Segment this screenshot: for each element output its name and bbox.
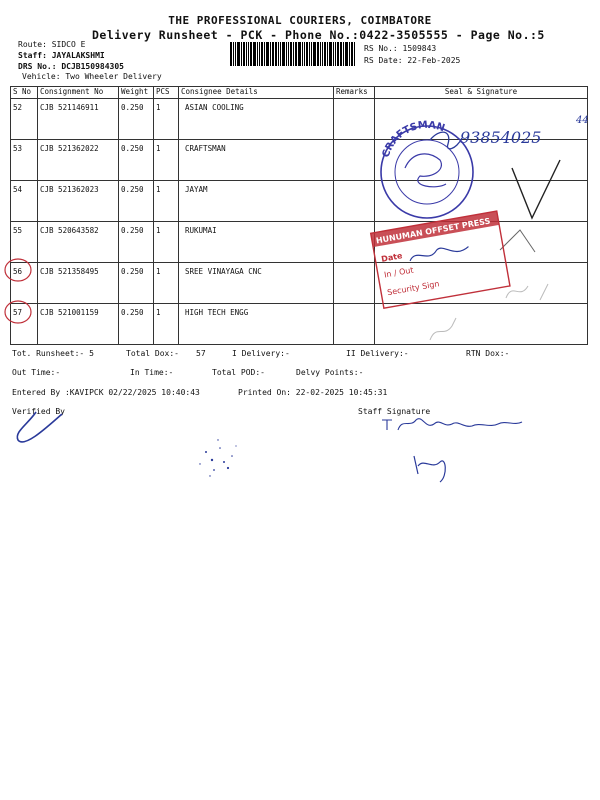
handwritten-note-44: 44 [576, 115, 589, 126]
row-consignee: HIGH TECH ENGG [179, 304, 334, 345]
row-consignment: CJB 521001159 [38, 304, 119, 345]
rs-number: RS No.: 1509843 [364, 44, 437, 53]
circle-mark-57 [5, 301, 31, 323]
row-sno: 56 [11, 263, 38, 304]
rect-stamp [371, 211, 510, 308]
faint-marks [506, 284, 548, 300]
rect-stamp-inout: In / Out [383, 265, 415, 280]
row-weight: 0.250 [119, 181, 154, 222]
row-weight: 0.250 [119, 304, 154, 345]
route-label: Route: SIDCO E [18, 40, 86, 49]
header-pcs: PCS [154, 87, 179, 99]
company-title: THE PROFESSIONAL COURIERS, COIMBATORE [168, 14, 432, 27]
row-consignee: JAYAM [179, 181, 334, 222]
in-time: In Time:- [130, 368, 174, 377]
verified-by: Verified By [12, 407, 65, 416]
runsheet-title: Delivery Runsheet - PCK - Phone No.:0422-3505555 - Page No.:5 [92, 28, 545, 42]
row-sno: 53 [11, 140, 38, 181]
row-weight: 0.250 [119, 222, 154, 263]
total-dox-value: 57 [196, 349, 206, 358]
row-consignment: CJB 521358495 [38, 263, 119, 304]
entered-by: Entered By :KAVIPCK 02/22/2025 10:40:43 [12, 388, 200, 397]
rect-stamp-title: HUNUMAN OFFSET PRESS [375, 216, 492, 246]
drs-number: DRS No.: DCJB150984305 [18, 62, 124, 71]
row-consignment: CJB 521146911 [38, 99, 119, 140]
row-consignment: CJB 521362023 [38, 181, 119, 222]
round-stamp-text: CRAFTSMAN [380, 119, 447, 160]
rect-stamp-date: Date [380, 251, 404, 264]
row-pcs: 1 [154, 304, 179, 345]
row-pcs: 1 [154, 181, 179, 222]
initials-ink [414, 456, 445, 482]
header-sno: S No [11, 87, 38, 99]
row-pcs: 1 [154, 140, 179, 181]
row-consignee: ASIAN COOLING [179, 99, 334, 140]
row-weight: 0.250 [119, 140, 154, 181]
rect-stamp-security: Security Sign [386, 279, 441, 298]
row-consignee: SREE VINAYAGA CNC [179, 263, 334, 304]
header-weight: Weight [119, 87, 154, 99]
header-remarks: Remarks [334, 87, 375, 99]
row-pcs: 1 [154, 263, 179, 304]
printed-on: Printed On: 22-02-2025 10:45:31 [238, 388, 388, 397]
total-dox-label: Total Dox:- [126, 349, 179, 358]
row-pcs: 1 [154, 222, 179, 263]
verified-signature [17, 412, 62, 442]
header-consignment: Consignment No [38, 87, 119, 99]
row-sno: 54 [11, 181, 38, 222]
ii-delivery: II Delivery:- [346, 349, 409, 358]
arrow-mark-icon [500, 230, 535, 252]
row-consignee: RUKUMAI [179, 222, 334, 263]
tot-runsheet: Tot. Runsheet:- 5 [12, 349, 94, 358]
delvy-points: Delvy Points:- [296, 368, 364, 377]
total-pod: Total POD:- [212, 368, 265, 377]
header-consignee: Consignee Details [179, 87, 334, 99]
out-time: Out Time:- [12, 368, 61, 377]
row-sno: 55 [11, 222, 38, 263]
vehicle-label: Vehicle: Two Wheeler Delivery [22, 72, 162, 81]
rs-date: RS Date: 22-Feb-2025 [364, 56, 461, 65]
row-sno: 57 [11, 304, 38, 345]
row-consignment: CJB 521362022 [38, 140, 119, 181]
row-consignee: CRAFTSMAN [179, 140, 334, 181]
circle-mark-56 [5, 259, 31, 281]
row-consignment: CJB 520643582 [38, 222, 119, 263]
row-sno: 52 [11, 99, 38, 140]
row-weight: 0.250 [119, 263, 154, 304]
check-mark-icon [512, 160, 560, 218]
staff-signature-ink [382, 419, 522, 430]
i-delivery: I Delivery:- [232, 349, 290, 358]
rtn-dox: RTN Dox:- [466, 349, 510, 358]
row-weight: 0.250 [119, 99, 154, 140]
header-seal: Seal & Signature [375, 87, 588, 99]
row-pcs: 1 [154, 99, 179, 140]
staff-signature-label: Staff Signature [358, 407, 431, 416]
ink-speckles [199, 439, 236, 476]
staff-label: Staff: JAYALAKSHMI [18, 51, 105, 60]
handwritten-phone: 93854025 [460, 128, 542, 147]
faint-marks [430, 318, 456, 340]
